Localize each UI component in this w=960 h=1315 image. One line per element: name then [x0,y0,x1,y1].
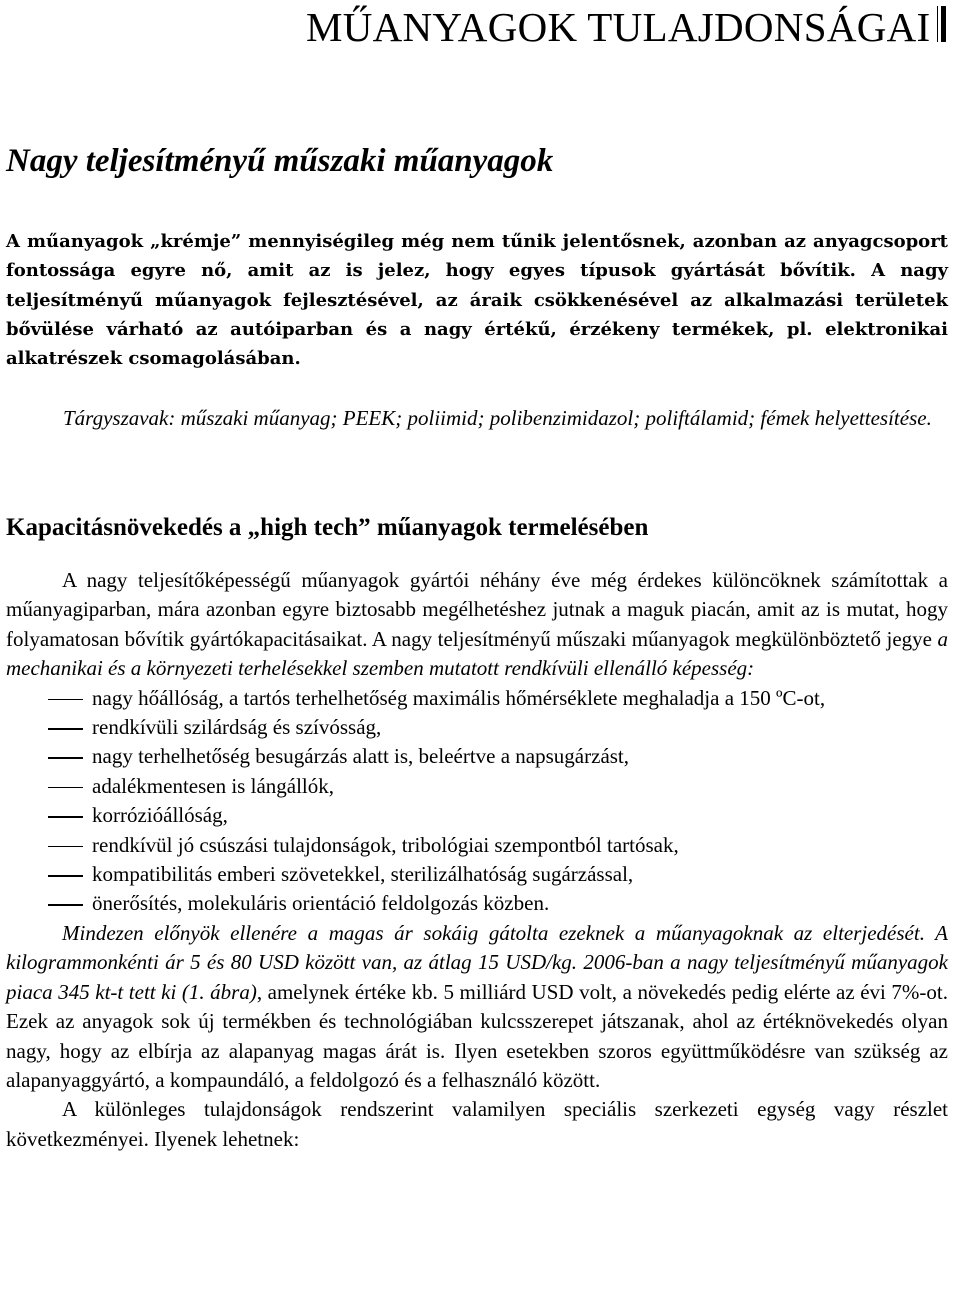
header-rule-thick [941,6,946,42]
paragraph-1 [6,566,948,684]
paragraph-2-text: , amelynek értéke kb. 5 milliárd USD volt, a növekedés pedig elérte az évi 7%-ot. Ezek az anyagok sok új termékben és technológiában kulcsszerepet játszanak, ahol az értéknövekedés olyan nagy, hogy az elbírja az alapanyag magas árát is. Ilyen esetekben szoros együttműködésre van szükség az alapanyaggyártó, a kompaundáló, a feldolgozó és a felhasználó között. [6,979,948,1092]
list-item: rendkívüli szilárdság és szívósság, [6,713,948,742]
article-title: Nagy teljesítményű műszaki műanyagok [6,143,554,179]
header-rule-thin [937,6,939,42]
list-item: nagy terhelhetőség besugárzás alatt is, beleértve a napsugárzást, [6,742,948,771]
list-item: rendkívül jó csúszási tulajdonságok, tribológiai szempontból tartósak, [6,831,948,860]
body-text [6,566,948,1154]
property-list [6,684,948,919]
list-item: kompatibilitás emberi szövetekkel, sterilizálhatóság sugárzással, [6,860,948,889]
list-item: nagy hőállóság, a tartós terhelhetőség maximális hőmérséklete meghaladja a 150 ºC-ot, [6,684,948,713]
paragraph-2 [6,919,948,1095]
abstract: A műanyagok „krémje” mennyiségileg még nem tűnik jelentősnek, azonban az anyagcsoport fontossága egyre nő, amit az is jelez, hogy egyes típusok gyártását bővítik. A nagy teljesítményű műanyagok fejlesztésével, az áraik csökkenésével az alkalmazási területek bővülése várható az autóiparban és a nagy értékű, érzékeny termékek, pl. elektronikai alkatrészek csomagolásában. [6,231,948,370]
paragraph-3: A különleges tulajdonságok rendszerint valamilyen speciális szerkezeti egység vagy részlet következményei. Ilyenek lehetnek: [6,1097,948,1151]
paragraph-2-italic: Mindezen előnyök ellenére a magas ár sokáig gátolta ezeknek a műanyagoknak az elterjedését. A kilogrammonkénti ár 5 és 80 USD között van, az átlag 15 USD/kg. 2006-ban a nagy teljesítményű műanyagok piaca 345 kt-t tett ki (1. ábra) [6,920,948,1004]
keywords: Tárgyszavak: műszaki műanyag; PEEK; poliimid; polibenzimidazol; poliftálamid; fémek helyettesítése. [63,406,932,430]
header-title: MŰANYAGOK TULAJDONSÁGAI [305,4,931,50]
paragraph-1-italic: a mechanikai és a környezeti terhelésekkel szemben mutatott rendkívüli ellenálló képesség: [6,626,948,681]
section-title: Kapacitásnövekedés a „high tech” műanyagok termelésében [6,514,649,541]
page-header [306,4,946,50]
list-item: önerősítés, molekuláris orientáció feldolgozás közben. [6,889,948,918]
paragraph-1-text: A nagy teljesítőképességű műanyagok gyártói néhány éve még érdekes különcöknek számítottak a műanyagiparban, mára azonban egyre biztosabb megélhetéshez jutnak a maguk piacán, amit az is mutat, hogy folyamatosan bővítik gyártókapacitásaikat. A nagy teljesítményű műszaki műanyagok megkülönböztető jegye [6,568,948,651]
list-item: adalékmentesen is lángállók, [6,772,948,801]
list-item: korrózióállóság, [6,801,948,830]
header-rule [937,4,947,50]
